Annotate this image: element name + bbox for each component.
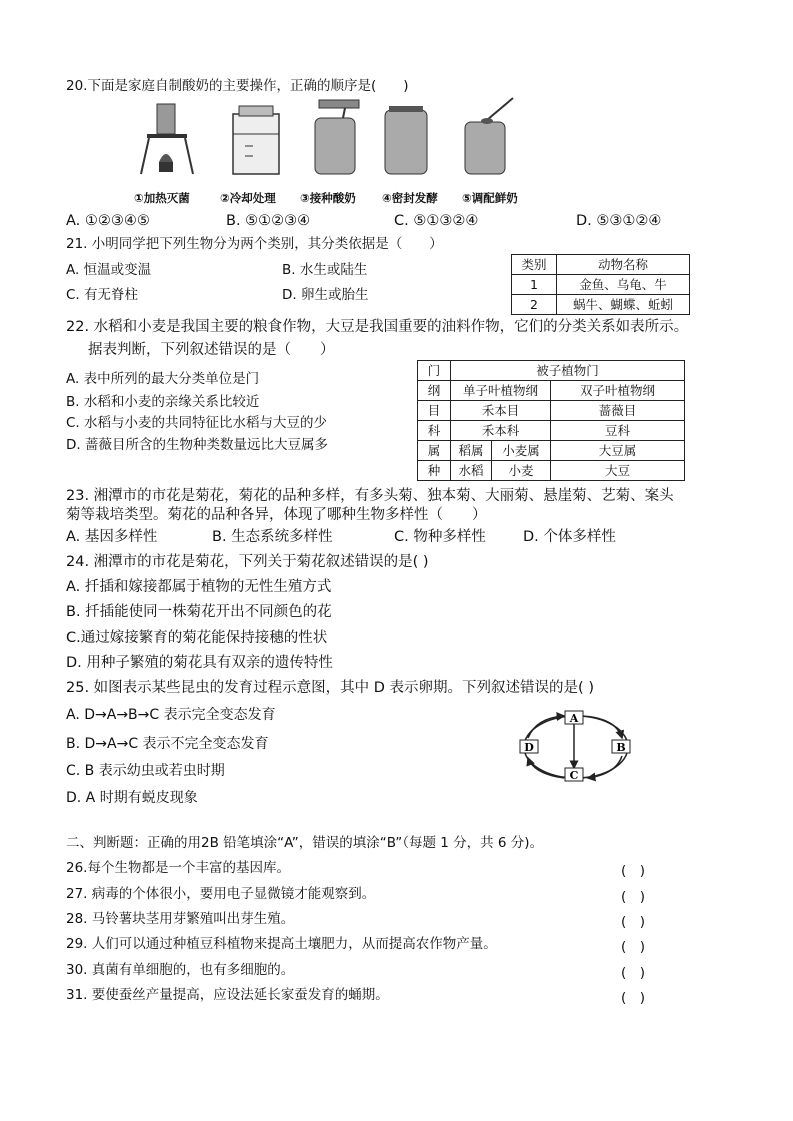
order-right-cell: 蔷薇目 xyxy=(551,401,685,421)
q31-answer-paren: ( ) xyxy=(621,990,646,1006)
rank-order: 目 xyxy=(418,401,451,421)
q25-option-d: D. A 时期有蜕皮现象 xyxy=(66,790,198,806)
q28-answer-paren: ( ) xyxy=(621,914,646,930)
q25-option-a: A. D→A→B→C 表示完全变态发育 xyxy=(66,707,276,723)
insect-development-diagram xyxy=(516,708,641,788)
cooling-jar-icon xyxy=(233,106,279,174)
q23-option-b: B. 生态系统多样性 xyxy=(212,529,333,545)
q21-row2-category: 2 xyxy=(512,295,557,315)
stage-b-label: B xyxy=(616,741,626,754)
q20-option-b: B. ⑤①②③④ xyxy=(226,213,311,229)
class-left-cell: 单子叶植物纲 xyxy=(451,381,551,401)
q26-text: 26.每个生物都是一个丰富的基因库。 xyxy=(66,860,290,876)
q27-text: 27. 病毒的个体很小，要用电子显微镜才能观察到。 xyxy=(66,886,376,902)
q21-table xyxy=(511,254,690,315)
q20-option-c: C. ⑤①③②④ xyxy=(394,213,479,229)
q25-option-b: B. D→A→C 表示不完全变态发育 xyxy=(66,736,269,752)
q25-stem: 25. 如图表示某些昆虫的发育过程示意图，其中 D 表示卵期。下列叙述错误的是( ) xyxy=(66,680,594,696)
genus-rice-cell: 稻属 xyxy=(451,441,492,461)
q21-row1-category: 1 xyxy=(512,275,557,295)
inoculate-jar-icon xyxy=(315,100,359,174)
stage-c-label: C xyxy=(569,769,579,782)
genus-soybean-cell: 大豆属 xyxy=(551,441,685,461)
sealed-jar-icon xyxy=(385,106,427,174)
rank-family: 科 xyxy=(418,421,451,441)
q29-text: 29. 人们可以通过种植豆科植物来提高土壤肥力，从而提高农作物产量。 xyxy=(66,936,497,952)
species-rice-cell: 水稻 xyxy=(451,461,492,481)
q22-option-c: C. 水稻与小麦的共同特征比水稻与大豆的少 xyxy=(66,415,328,431)
q27-answer-paren: ( ) xyxy=(621,889,646,905)
family-left-cell: 禾本科 xyxy=(451,421,551,441)
step-2-caption: ②冷却处理 xyxy=(220,191,276,205)
mix-milk-jar-icon xyxy=(465,98,513,174)
rank-species: 种 xyxy=(418,461,451,481)
q23-stem-line2: 菊等栽培类型。菊花的品种各异，体现了哪种生物多样性（ ） xyxy=(66,507,487,523)
q24-option-b: B. 扦插能使同一株菊花开出不同颜色的花 xyxy=(66,604,332,620)
q21-header-animals: 动物名称 xyxy=(557,255,690,275)
yogurt-steps-illustration xyxy=(135,96,555,192)
q23-stem-line1: 23. 湘潭市的市花是菊花，菊花的品种多样，有多头菊、独本菊、大丽菊、悬崖菊、艺菊、案头 xyxy=(66,488,674,504)
q21-row1-animals: 金鱼、乌龟、牛 xyxy=(557,275,690,295)
q26-answer-paren: ( ) xyxy=(621,863,646,879)
genus-wheat-cell: 小麦属 xyxy=(492,441,551,461)
q21-stem: 21. 小明同学把下列生物分为两个类别，其分类依据是（ ） xyxy=(66,236,443,252)
step-3-caption: ③接种酸奶 xyxy=(300,191,356,205)
heating-jar-icon xyxy=(141,104,193,174)
q22-stem-line1: 22. 水稻和小麦是我国主要的粮食作物，大豆是我国重要的油料作物，它们的分类关系如表所示。 xyxy=(66,319,689,335)
q29-answer-paren: ( ) xyxy=(621,939,646,955)
rank-class: 纲 xyxy=(418,381,451,401)
q22-stem-line2: 据表判断，下列叙述错误的是（ ） xyxy=(88,342,335,358)
species-wheat-cell: 小麦 xyxy=(492,461,551,481)
q20-stem: 20.下面是家庭自制酸奶的主要操作，正确的顺序是( ) xyxy=(66,78,409,94)
q22-option-a: A. 表中所列的最大分类单位是门 xyxy=(66,371,260,387)
family-right-cell: 豆科 xyxy=(551,421,685,441)
q30-text: 30. 真菌有单细胞的，也有多细胞的。 xyxy=(66,962,295,978)
q21-row2-animals: 蜗牛、蝴蝶、蚯蚓 xyxy=(557,295,690,315)
order-left-cell: 禾本目 xyxy=(451,401,551,421)
step-1-caption: ①加热灭菌 xyxy=(134,191,190,205)
q21-header-category: 类别 xyxy=(512,255,557,275)
step-4-caption: ④密封发酵 xyxy=(382,191,438,205)
q23-option-a: A. 基因多样性 xyxy=(66,529,158,545)
class-right-cell: 双子叶植物纲 xyxy=(551,381,685,401)
q21-option-d: D. 卵生或胎生 xyxy=(282,287,369,303)
q23-option-d: D. 个体多样性 xyxy=(523,529,616,545)
q21-option-c: C. 有无脊柱 xyxy=(66,287,139,303)
q24-stem: 24. 湘潭市的市花是菊花，下列关于菊花叙述错误的是( ) xyxy=(66,554,429,570)
step-5-caption: ⑤调配鲜奶 xyxy=(462,191,518,205)
q23-option-c: C. 物种多样性 xyxy=(394,529,486,545)
q25-option-c: C. B 表示幼虫或若虫时期 xyxy=(66,763,225,779)
q21-option-b: B. 水生或陆生 xyxy=(282,262,368,278)
q20-option-d: D. ⑤③①②④ xyxy=(576,213,662,229)
phylum-cell: 被子植物门 xyxy=(451,361,685,381)
q24-option-a: A. 扦插和嫁接都属于植物的无性生殖方式 xyxy=(66,579,332,595)
q31-text: 31. 要使蚕丝产量提高，应设法延长家蚕发育的蛹期。 xyxy=(66,987,389,1003)
q30-answer-paren: ( ) xyxy=(621,965,646,981)
rank-genus: 属 xyxy=(418,441,451,461)
q20-option-a: A. ①②③④⑤ xyxy=(66,213,150,229)
stage-d-label: D xyxy=(524,741,534,754)
q28-text: 28. 马铃薯块茎用芽繁殖叫出芽生殖。 xyxy=(66,911,295,927)
q22-classification-table xyxy=(417,360,685,481)
section2-heading: 二、判断题：正确的用2B 铅笔填涂“A”，错误的填涂“B”（每题 1 分，共 6 分)。 xyxy=(66,835,544,851)
q22-option-d: D. 蔷薇目所含的生物种类数量远比大豆属多 xyxy=(66,437,328,453)
q21-option-a: A. 恒温或变温 xyxy=(66,262,152,278)
species-soybean-cell: 大豆 xyxy=(551,461,685,481)
rank-phylum: 门 xyxy=(418,361,451,381)
stage-a-label: A xyxy=(569,712,579,725)
q24-option-d: D. 用种子繁殖的菊花具有双亲的遗传特性 xyxy=(66,655,333,671)
q24-option-c: C.通过嫁接繁育的菊花能保持接穗的性状 xyxy=(66,630,328,646)
q22-option-b: B. 水稻和小麦的亲缘关系比较近 xyxy=(66,394,260,410)
